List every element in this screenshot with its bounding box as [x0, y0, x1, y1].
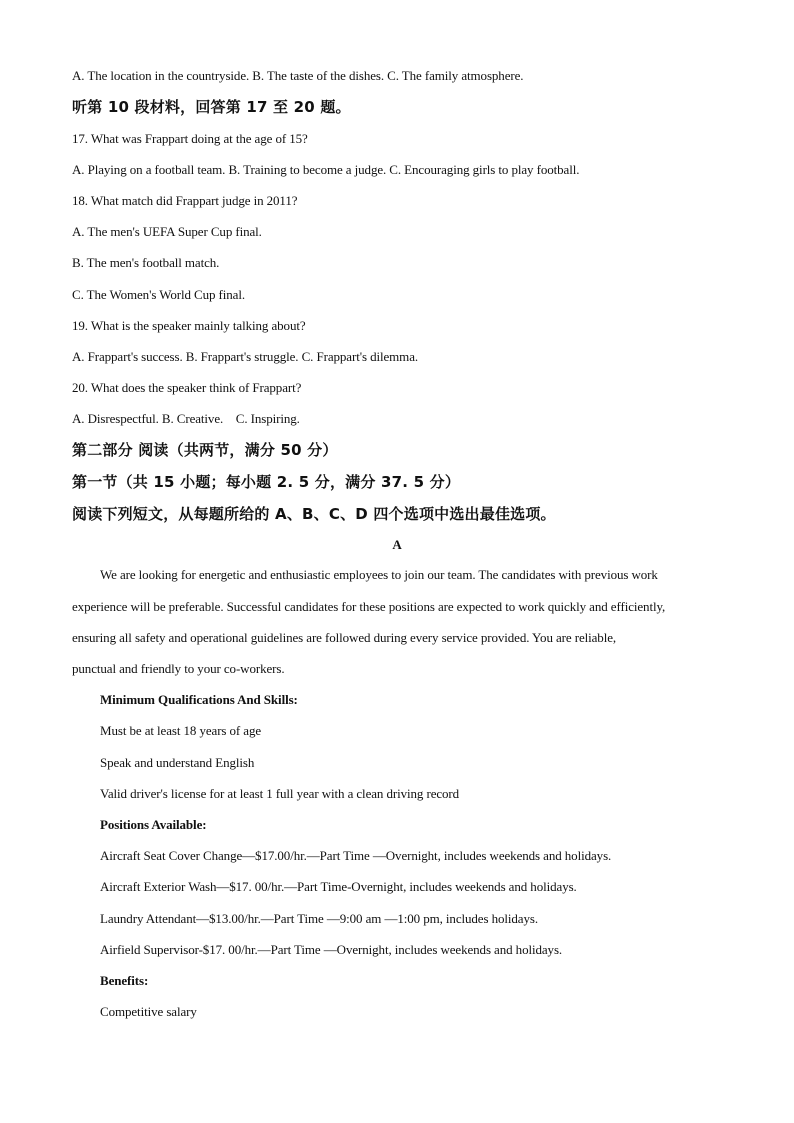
- position-item: Laundry Attendant—$13.00/hr.—Part Time —9:00 am —1:00 pm, includes holidays.: [100, 911, 538, 926]
- benefit-item: Competitive salary: [100, 1004, 197, 1019]
- intro-line-2: experience will be preferable. Successful candidates for these positions are expected to work quickly and efficiently,: [72, 599, 666, 614]
- q17-question: 17. What was Frappart doing at the age of 15?: [72, 131, 308, 146]
- q18-option-c: C. The Women's World Cup final.: [72, 287, 246, 302]
- position-item: Airfield Supervisor-$17. 00/hr.—Part Time —Overnight, includes weekends and holidays.: [100, 942, 563, 957]
- benefits-heading: Benefits:: [100, 973, 149, 988]
- q18-option-b: B. The men's football match.: [72, 255, 220, 270]
- q17-options: A. Playing on a football team. B. Training to become a judge. C. Encouraging girls to play football.: [72, 162, 580, 177]
- passage-label: A: [392, 537, 402, 552]
- q20-options: A. Disrespectful. B. Creative. C. Inspiring.: [72, 411, 300, 426]
- qualification-item: Speak and understand English: [100, 755, 255, 770]
- intro-line-4: punctual and friendly to your co-workers.: [72, 661, 285, 676]
- intro-line-1: We are looking for energetic and enthusiastic employees to join our team. The candidates with previous work: [100, 567, 658, 582]
- intro-line-3: ensuring all safety and operational guidelines are followed during every service provided. You are reliable,: [72, 630, 617, 645]
- reading-part-title: 第二部分 阅读（共两节，满分 50 分）: [72, 441, 338, 459]
- position-item: Aircraft Exterior Wash—$17. 00/hr.—Part Time-Overnight, includes weekends and holidays.: [100, 879, 577, 894]
- qualification-item: Must be at least 18 years of age: [100, 723, 262, 738]
- q16-options: A. The location in the countryside. B. The taste of the dishes. C. The family atmosphere.: [72, 68, 524, 83]
- q19-options: A. Frappart's success. B. Frappart's struggle. C. Frappart's dilemma.: [72, 349, 419, 364]
- qualifications-heading: Minimum Qualifications And Skills:: [100, 692, 298, 707]
- q19-question: 19. What is the speaker mainly talking about?: [72, 318, 306, 333]
- reading-section-title: 第一节（共 15 小题；每小题 2. 5 分，满分 37. 5 分）: [72, 473, 461, 491]
- q20-question: 20. What does the speaker think of Frappart?: [72, 380, 302, 395]
- qualification-item: Valid driver's license for at least 1 full year with a clean driving record: [100, 786, 460, 801]
- reading-instruction: 阅读下列短文，从每题所给的 A、B、C、D 四个选项中选出最佳选项。: [72, 505, 556, 523]
- q18-option-a: A. The men's UEFA Super Cup final.: [72, 224, 262, 239]
- position-item: Aircraft Seat Cover Change—$17.00/hr.—Part Time —Overnight, includes weekends and holidays.: [100, 848, 612, 863]
- q18-question: 18. What match did Frappart judge in 2011?: [72, 193, 298, 208]
- positions-heading: Positions Available:: [100, 817, 207, 832]
- section10-instruction: 听第 10 段材料，回答第 17 至 20 题。: [72, 98, 351, 116]
